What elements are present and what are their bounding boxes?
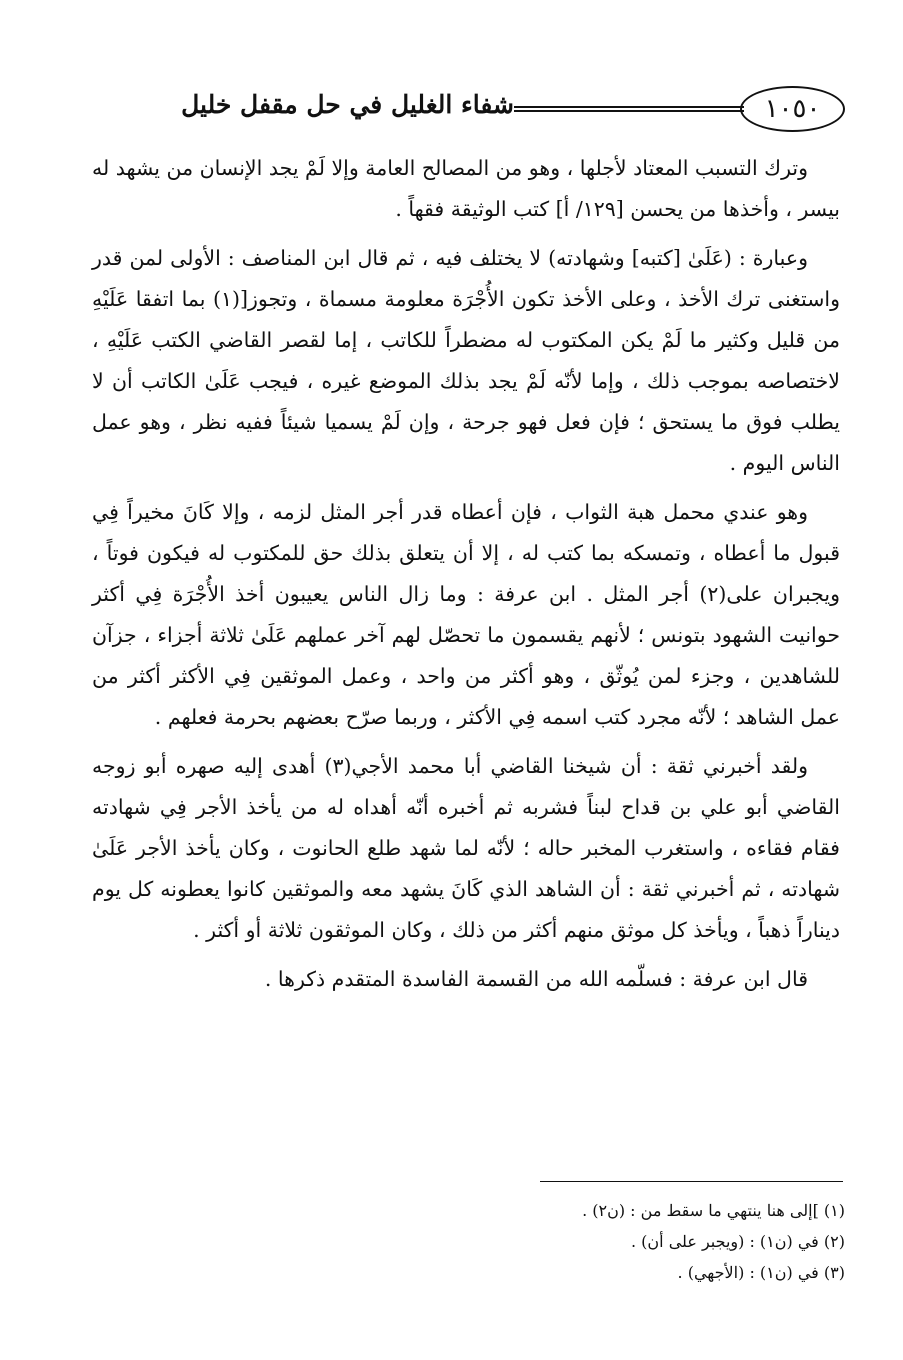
- paragraph: [92, 746, 840, 951]
- paragraph-text: وهو عندي محمل هبة الثواب ، فإن أعطاه قدر أجر المثل لزمه ، وإلا كَانَ مخيراً فِي قبول ما أعطاه ، وتمسكه بما كتب له ، إلا أن يتعلق بذلك حق للمكتوب له فيكون فوتاً ، ويجبران على(٢) أجر المثل . ابن عرفة : وما زال الناس يعيبون أخذ الأُجْرَة فِي أكثر حوانيت الشهود بتونس ؛ لأنهم يقسمون ما تحصّل لهم آخر عملهم عَلَىٰ ثلاثة أجزاء ، جزآن للشاهدين ، وجزء لمن يُوثّق ، وهو أكثر من واحد ، وعمل الموثقين فِي الأكثر أكثر من عمل الشاهد ؛ لأنّه مجرد كتب اسمه فِي الأكثر ، وربما صرّح بعضهم بحرمة فعلهم .: [92, 500, 840, 729]
- paragraph-text: وعبارة : (عَلَىٰ [كتبه] وشهادته) لا يختلف فيه ، ثم قال ابن المناصف : الأولى لمن قدر واستغنى ترك الأخذ ، وعلى الأخذ تكون الأُجْرَة معلومة مسماة ، وتجوز[(١) بما اتفقا عَلَيْهِ من قليل وكثير ما لَمْ يكن المكتوب له مضطراً للكاتب ، إما لقصر القاضي الكتب عَلَيْهِ ، لاختصاصه بموجب ذلك ، وإما لأنّه لَمْ يجد بذلك الموضع غيره ، فيجب عَلَىٰ الكاتب أن لا يطلب فوق ما يستحق ؛ فإن فعل فهو جرحة ، وإن لَمْ يسميا شيئاً ففيه نظر ، وهو عمل الناس اليوم .: [92, 246, 840, 475]
- paragraph-text: وترك التسبب المعتاد لأجلها ، وهو من المصالح العامة وإلا لَمْ يجد الإنسان من يشهد له بيسر ، وأخذها من يحسن [١٢٩/ أ] كتب الوثيقة فقهاً .: [92, 156, 840, 221]
- paragraph: [92, 492, 840, 738]
- running-title: شفاء الغليل في حل مقفل خليل: [181, 90, 514, 119]
- footnote: (٢) في (ن١) : (ويجبر على أن) .: [631, 1232, 845, 1251]
- paragraph: [92, 148, 840, 230]
- footnote-separator: [540, 1181, 843, 1182]
- paragraph-text: قال ابن عرفة : فسلّمه الله من القسمة الفاسدة المتقدم ذكرها .: [264, 967, 808, 991]
- paragraph-text: ولقد أخبرني ثقة : أن شيخنا القاضي أبا محمد الأجي(٣) أهدى إليه صهره أبو زوجه القاضي أبو علي بن قداح لبناً فشربه ثم أخبره أنّه أهداه له من يأخذ الأجر فِي شهادته فقام فقاءه ، واستغرب المخبر حاله ؛ لأنّه لما شهد طلع الحانوت ، وكان يأخذ الأجر عَلَىٰ شهادته ، ثم أخبرني ثقة : أن الشاهد الذي كَانَ يشهد معه والموثقين كانوا يعطونه كل يوم ديناراً ذهباً ، ويأخذ كل موثق منهم أكثر من ذلك ، وكان الموثقون ثلاثة أو أكثر .: [92, 754, 840, 942]
- paragraph: [92, 959, 840, 1000]
- footnote: (١) ]إلى هنا ينتهي ما سقط من : (ن٢) .: [582, 1201, 845, 1220]
- header-rule: [514, 106, 744, 112]
- main-text: [92, 148, 840, 1000]
- page-number: [740, 86, 845, 132]
- paragraph: [92, 238, 840, 484]
- page-number-text: ١٠٥٠: [764, 94, 821, 124]
- footnote: (٣) في (ن١) : (الأجهي) .: [677, 1263, 845, 1282]
- footnotes: [400, 1195, 845, 1288]
- page-header: [90, 86, 845, 136]
